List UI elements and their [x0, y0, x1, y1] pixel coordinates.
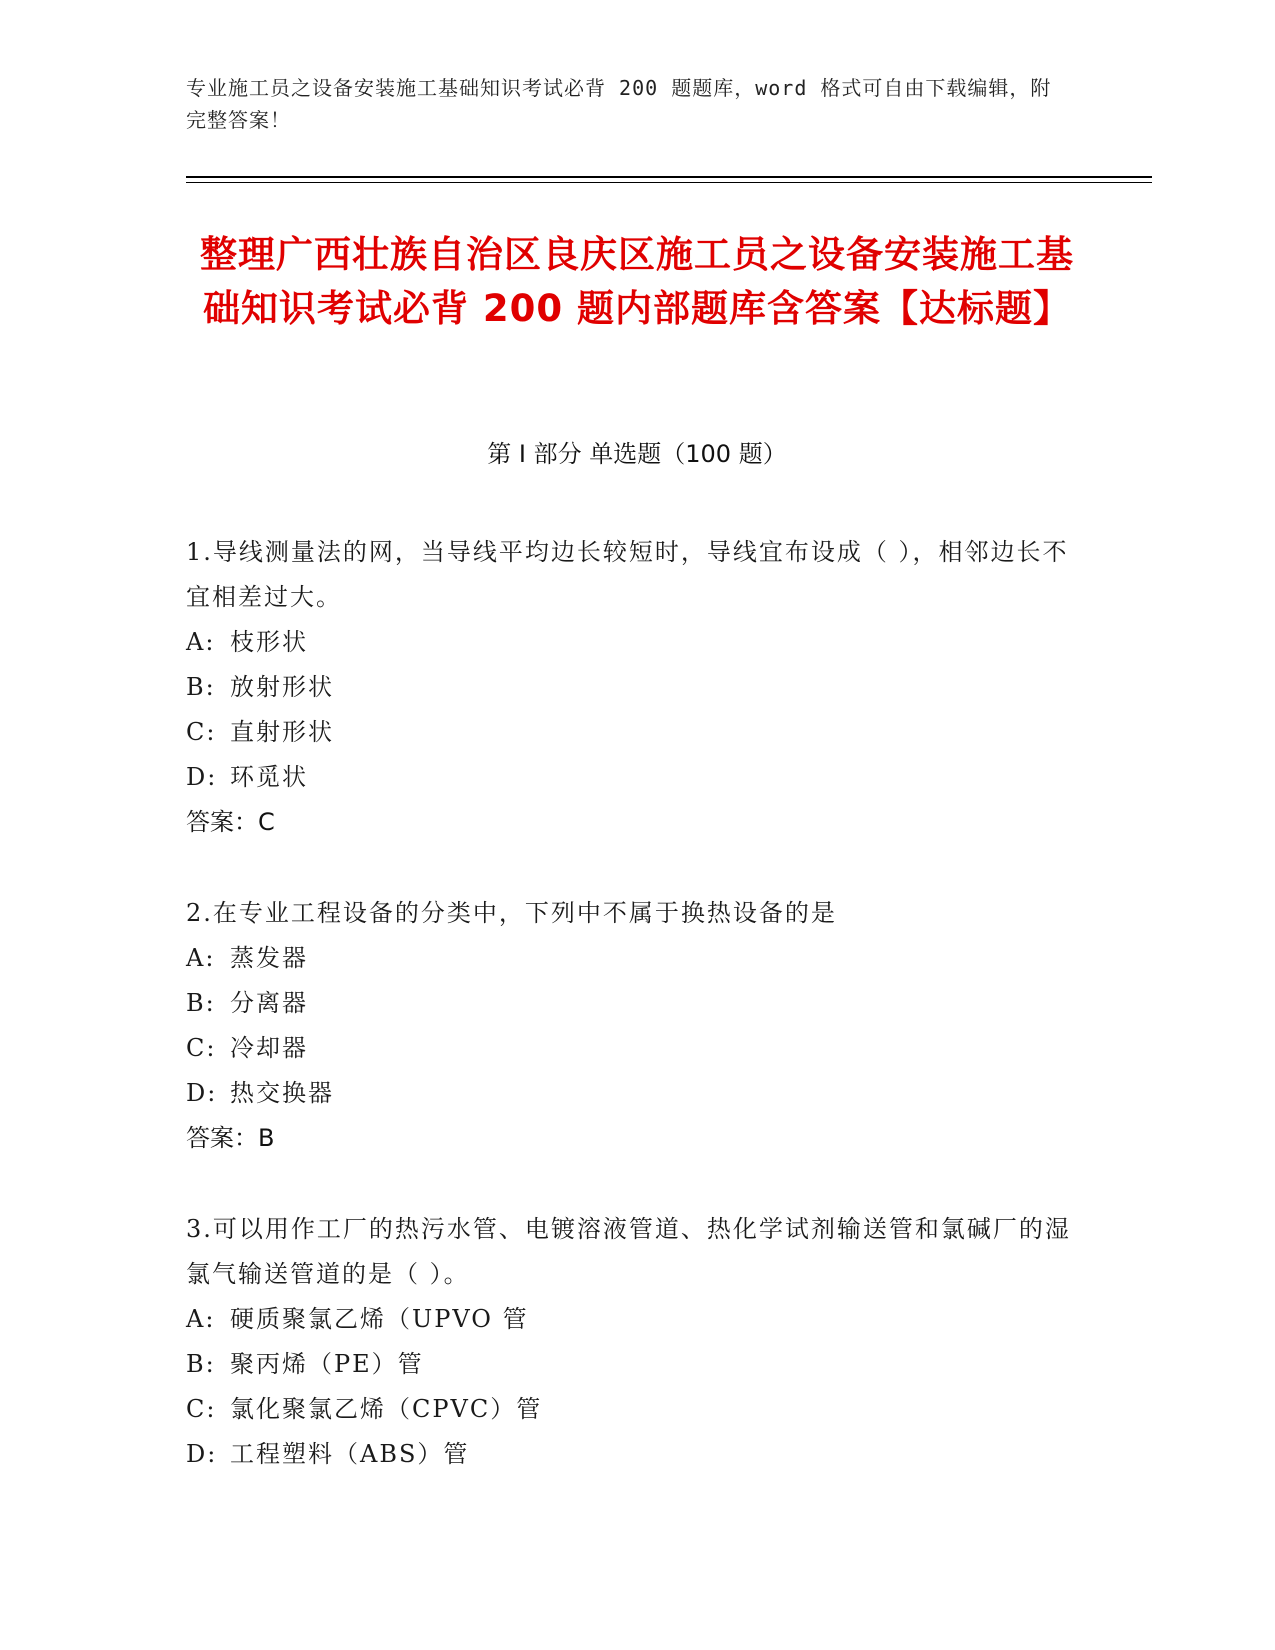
option-letter: D: [186, 1079, 218, 1107]
option-text: 氯化聚氯乙烯（CPVC）管 [230, 1395, 543, 1423]
option-text: 蒸发器 [230, 944, 308, 972]
option-b [186, 981, 1086, 1026]
option-a [186, 1297, 1086, 1342]
option-text: 冷却器 [230, 1034, 308, 1062]
option-text: 分离器 [230, 989, 308, 1017]
option-letter: D: [186, 1440, 218, 1468]
option-text: 硬质聚氯乙烯（UPVO 管 [230, 1305, 529, 1333]
option-c [186, 1387, 1086, 1432]
question-3 [186, 1207, 1086, 1477]
option-letter: A: [186, 944, 216, 972]
option-letter: A: [186, 628, 216, 656]
option-text: 环觅状 [230, 763, 308, 791]
option-a [186, 620, 1086, 665]
option-text: 热交换器 [230, 1079, 334, 1107]
option-c [186, 710, 1086, 755]
question-stem: 3.可以用作工厂的热污水管、电镀溶液管道、热化学试剂输送管和氯碱厂的湿氯气输送管道的是（ ）。 [186, 1215, 1071, 1288]
option-letter: D: [186, 763, 218, 791]
option-letter: C: [186, 718, 217, 746]
question-stem: 2.在专业工程设备的分类中，下列中不属于换热设备的是 [186, 899, 837, 927]
option-d [186, 755, 1086, 800]
option-text: 直射形状 [230, 718, 334, 746]
answer-line: 答案：B [186, 1124, 275, 1152]
option-letter: C: [186, 1395, 217, 1423]
question-list [186, 530, 1086, 1523]
option-c [186, 1026, 1086, 1071]
header-divider-thick [186, 176, 1152, 178]
option-text: 工程塑料（ABS）管 [230, 1440, 470, 1468]
option-letter: B: [186, 673, 216, 701]
option-text: 枝形状 [230, 628, 308, 656]
answer-line: 答案：C [186, 808, 275, 836]
option-d [186, 1432, 1086, 1477]
question-stem: 1.导线测量法的网，当导线平均边长较短时，导线宜布设成（ ），相邻边长不宜相差过大。 [186, 538, 1069, 611]
question-2 [186, 891, 1086, 1161]
option-text: 放射形状 [230, 673, 334, 701]
option-text: 聚丙烯（PE）管 [230, 1350, 424, 1378]
option-b [186, 665, 1086, 710]
header-divider-thin [186, 182, 1152, 183]
document-title: 整理广西壮族自治区良庆区施工员之设备安装施工基础知识考试必背 200 题内部题库含答案【达标题】 [200, 233, 1074, 330]
option-a [186, 936, 1086, 981]
section-heading: 第 I 部分 单选题（100 题） [487, 440, 787, 468]
option-letter: B: [186, 1350, 216, 1378]
option-b [186, 1342, 1086, 1387]
option-letter: A: [186, 1305, 216, 1333]
option-letter: C: [186, 1034, 217, 1062]
header-note: 专业施工员之设备安装施工基础知识考试必背 200 题题库，word 格式可自由下载编辑，附完整答案！ [186, 76, 1052, 132]
option-d [186, 1071, 1086, 1116]
question-1 [186, 530, 1086, 845]
option-letter: B: [186, 989, 216, 1017]
